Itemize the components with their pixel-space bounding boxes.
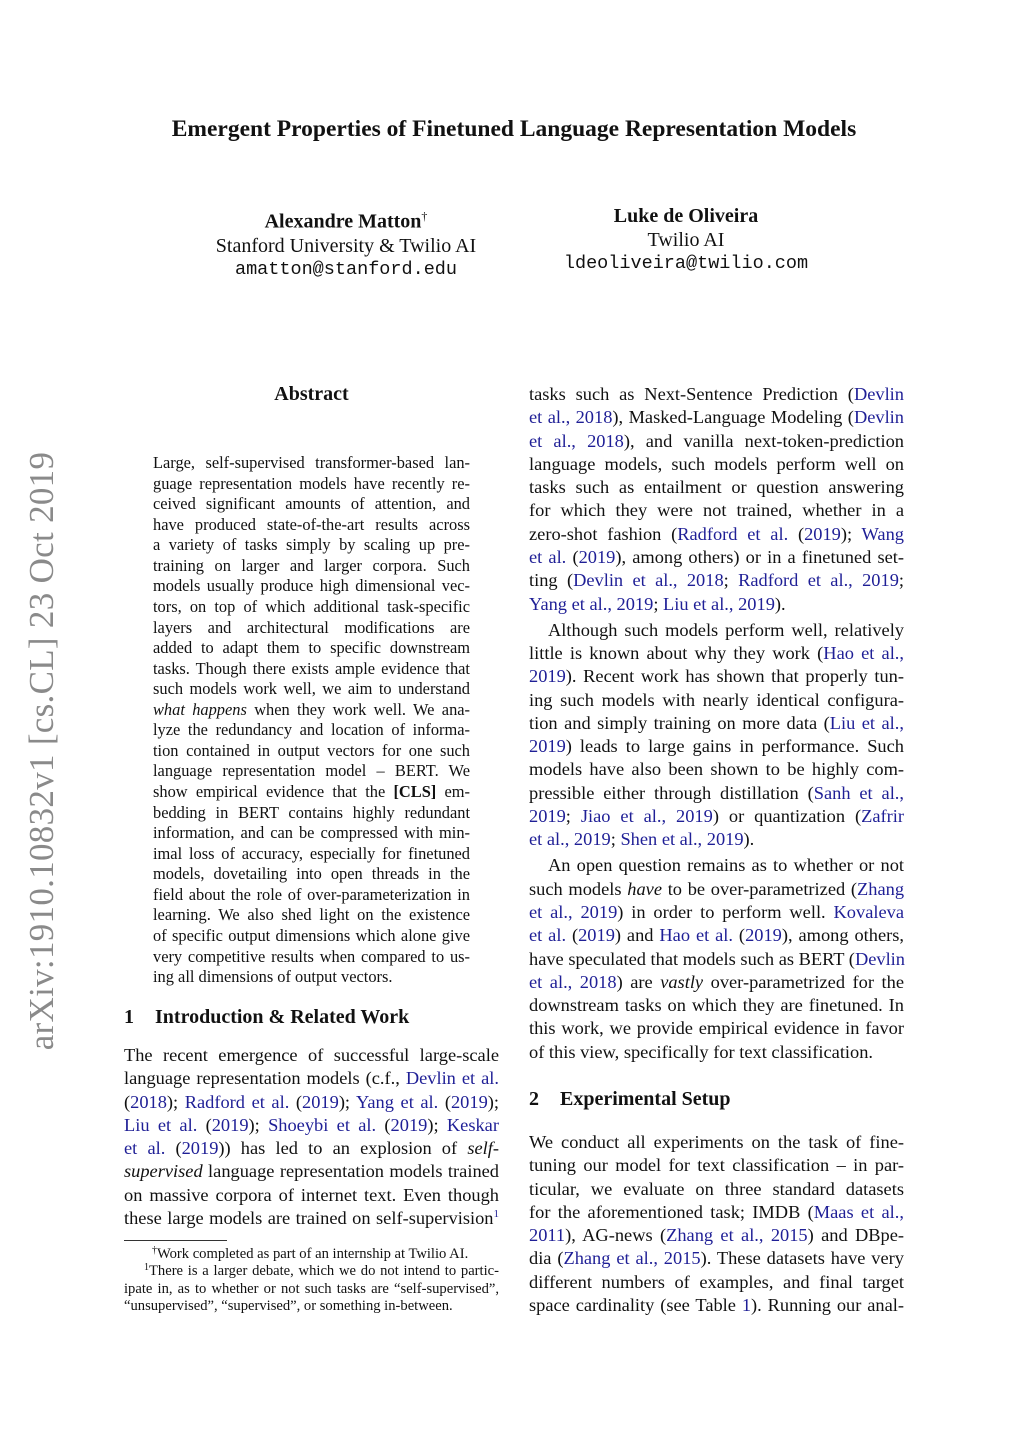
- text-run: (: [788, 523, 805, 544]
- text-line: [153, 515, 470, 536]
- text-line: [153, 494, 470, 515]
- text-run: downstream tasks on which they are finetuned. In: [529, 995, 904, 1016]
- text-run: The recent emergence of successful large-scale: [124, 1045, 499, 1065]
- citation-link[interactable]: Wang: [861, 523, 904, 544]
- intro-left-column: [124, 1044, 499, 1233]
- text-run: added to adapt them to specific downstream: [153, 638, 470, 658]
- text-line: [529, 1017, 904, 1040]
- text-run: language representation models (c.f.,: [124, 1068, 406, 1089]
- text-line: [153, 556, 470, 577]
- text-run: models have also been shown to be highly com-: [529, 759, 904, 780]
- abstract-body: [153, 453, 470, 990]
- citation-link[interactable]: Shoeybi et al.: [268, 1114, 377, 1135]
- text-run: have produced state-of-the-art results across: [153, 514, 470, 534]
- section-2-heading: [529, 1088, 731, 1111]
- text-line: [529, 476, 904, 499]
- footnotes: [124, 1246, 499, 1316]
- text-line: [153, 618, 470, 639]
- author-name-text: Alexandre Matton: [264, 210, 422, 233]
- text-line: [529, 805, 904, 828]
- text-line: [153, 844, 470, 865]
- citation-link[interactable]: Devlin: [853, 384, 904, 404]
- text-line: [529, 383, 904, 406]
- citation-link[interactable]: Devlin et al., 2018: [573, 570, 724, 591]
- citation-link[interactable]: Yang et al., 2019: [529, 593, 654, 614]
- paragraph: [529, 383, 904, 616]
- text-run: information, and can be compressed with min-: [153, 823, 470, 843]
- text-run: )) has led to an explosion of: [218, 1138, 468, 1159]
- text-line: [529, 828, 904, 851]
- text-line: [153, 638, 470, 659]
- citation-link[interactable]: Kovaleva: [833, 901, 904, 922]
- text-run: ), among others) or in a finetuned set-: [615, 547, 904, 568]
- citation-link[interactable]: 2019: [529, 736, 566, 757]
- author-affiliation: Stanford University & Twilio AI: [215, 234, 477, 257]
- text-line: [153, 782, 470, 803]
- citation-link[interactable]: 1: [741, 1295, 752, 1316]
- footnote-mark: 1: [144, 1262, 149, 1274]
- text-run: training on larger and larger corpora. Such: [153, 555, 470, 575]
- paragraph: [529, 1131, 904, 1317]
- citation-link[interactable]: et al.: [124, 1138, 166, 1159]
- text-run: a variety of tasks simply by scaling up pre-: [153, 535, 470, 555]
- section-title: Introduction & Related Work: [155, 1006, 410, 1028]
- text-line: [124, 1091, 499, 1114]
- author-name: [176, 204, 516, 234]
- text-line: [153, 720, 470, 741]
- text-run: bedding in BERT contains highly redundant: [153, 802, 470, 822]
- text-run: An open question remains as to whether or not: [548, 855, 904, 876]
- citation-link[interactable]: et al., 2019: [529, 901, 618, 922]
- text-run: ). Recent work has shown that properly tun-: [565, 666, 904, 687]
- text-line: [153, 761, 470, 782]
- text-run: different numbers of examples, and final target: [529, 1271, 904, 1292]
- text-run: tasks such as Next-Sentence Prediction (: [529, 384, 854, 404]
- author-footnote-mark: †: [421, 209, 428, 223]
- text-line: [529, 1131, 904, 1154]
- italic-text: self-: [467, 1138, 499, 1159]
- text-line: [124, 1160, 499, 1183]
- intro-right-column: [529, 383, 904, 1067]
- text-line: [529, 1294, 904, 1317]
- citation-link[interactable]: Radford et al.: [677, 523, 789, 544]
- citation-link[interactable]: et al., 2018: [529, 971, 617, 992]
- citation-link[interactable]: Devlin: [853, 407, 904, 428]
- footnote-text: There is a larger debate, which we do not intend to partic-: [149, 1263, 499, 1280]
- text-run: ;: [653, 593, 664, 614]
- text-run: tasks. Though there exists ample evidence that: [153, 658, 470, 678]
- text-line: [529, 406, 904, 429]
- citation-link[interactable]: 2011: [529, 1225, 566, 1246]
- text-line: [153, 823, 470, 844]
- text-run: ). Running our anal-: [751, 1295, 904, 1316]
- text-run: language representation models trained: [202, 1161, 499, 1182]
- footnote-mark: †: [152, 1245, 157, 1256]
- citation-link[interactable]: Liu et al.: [124, 1114, 198, 1135]
- text-line: [153, 967, 470, 988]
- text-run: (: [197, 1114, 212, 1135]
- text-run: (: [289, 1091, 303, 1112]
- text-run: ;: [565, 806, 581, 827]
- text-line: [529, 854, 904, 877]
- text-line: [529, 593, 904, 616]
- text-line: [529, 971, 904, 994]
- citation-link[interactable]: Shen et al., 2019: [620, 829, 744, 850]
- text-run: such models work well, we aim to understand: [153, 679, 470, 699]
- bold-text: [CLS]: [393, 782, 437, 801]
- citation-link[interactable]: Sanh et al.,: [813, 782, 904, 803]
- citation-link[interactable]: 2019: [804, 523, 841, 544]
- text-line: [529, 499, 904, 522]
- citation-link[interactable]: et al.: [529, 547, 567, 568]
- text-run: guage representation models have recently re-: [153, 473, 470, 493]
- text-run: em-: [436, 782, 470, 801]
- footnote-ref-link[interactable]: 1: [493, 1208, 499, 1221]
- text-run: zero-shot fashion (: [529, 523, 678, 544]
- text-line: [153, 741, 470, 762]
- text-line: [529, 1154, 904, 1177]
- text-run: lyze the redundancy and location of informa-: [153, 720, 470, 740]
- text-run: tasks such as entailment or question answering: [529, 477, 904, 498]
- citation-link[interactable]: 2018: [130, 1091, 167, 1112]
- text-run: language representation model – BERT. We: [153, 761, 470, 781]
- citation-link[interactable]: 2019: [450, 1091, 488, 1112]
- citation-link[interactable]: Radford et al., 2019: [738, 570, 899, 591]
- text-line: [529, 523, 904, 546]
- text-line: [153, 926, 470, 947]
- citation-link[interactable]: 2019: [529, 666, 566, 687]
- text-run: ;: [898, 570, 905, 591]
- text-run: tors, on top of which additional task-specific: [153, 596, 470, 616]
- text-run: We conduct all experiments on the task of fine-: [529, 1132, 904, 1152]
- text-line: [124, 1114, 499, 1137]
- text-run: );: [427, 1114, 447, 1135]
- text-line: [529, 878, 904, 901]
- text-line: [529, 1178, 904, 1201]
- author-email[interactable]: ldeoliveira@twilio.com: [563, 253, 809, 274]
- citation-link[interactable]: 2019: [529, 806, 566, 827]
- text-run: ;: [610, 829, 621, 850]
- text-line: [124, 1184, 499, 1207]
- text-run: layers and architectural modifications are: [153, 617, 470, 637]
- citation-link[interactable]: 2019: [578, 925, 615, 946]
- author-email[interactable]: amatton@stanford.edu: [234, 258, 458, 280]
- text-line: [153, 885, 470, 906]
- text-run: ;: [723, 570, 739, 591]
- text-run: (: [438, 1091, 451, 1112]
- text-run: of this view, specifically for text classification.: [529, 1041, 874, 1062]
- text-line: [529, 665, 904, 688]
- text-line: [124, 1067, 499, 1090]
- text-run: ), AG-news (: [565, 1225, 667, 1246]
- text-run: learning. We also shed light on the existence: [153, 905, 470, 925]
- citation-link[interactable]: Hao et al.,: [823, 642, 904, 663]
- text-run: have speculated that models such as BERT (: [529, 948, 855, 969]
- text-run: this work, we provide empirical evidence in favor: [529, 1018, 904, 1039]
- text-run: models usually produce high dimensional vec-: [153, 576, 470, 596]
- author-name: Luke de Oliveira: [613, 205, 759, 227]
- text-run: (: [733, 925, 746, 946]
- citation-link[interactable]: 2019: [181, 1138, 219, 1159]
- text-run: space cardinality (see Table: [529, 1295, 742, 1316]
- text-run: );: [840, 523, 862, 544]
- text-line: [124, 1207, 499, 1230]
- text-run: these large models are trained on self-supervision: [124, 1208, 494, 1229]
- citation-link[interactable]: Keskar: [446, 1114, 499, 1135]
- citation-link[interactable]: Liu et al.,: [829, 712, 904, 733]
- citation-link[interactable]: Jiao et al., 2019: [580, 806, 713, 827]
- citation-link[interactable]: Zhang: [857, 878, 905, 899]
- author-affiliation: Twilio AI: [647, 229, 725, 251]
- text-run: imal loss of accuracy, especially for finetuned: [153, 843, 470, 863]
- text-run: ) or quantization (: [712, 806, 862, 827]
- text-line: [529, 735, 904, 758]
- text-run: for which they were not trained, whether in a: [529, 500, 904, 521]
- text-run: ceived significant amounts of attention, and: [153, 494, 470, 514]
- text-line: [529, 758, 904, 781]
- setup-column: [529, 1131, 904, 1320]
- citation-link[interactable]: Liu et al., 2019: [663, 593, 775, 614]
- text-line: [529, 619, 904, 642]
- citation-link[interactable]: 2019: [302, 1091, 339, 1112]
- text-run: ), Masked-Language Modeling (: [612, 407, 854, 428]
- text-run: ) and DBpe-: [807, 1225, 905, 1246]
- text-run: to be over-parametrized (: [661, 878, 858, 899]
- citation-link[interactable]: Zafrir: [861, 806, 904, 827]
- text-run: ing such models with nearly identical configura-: [529, 689, 904, 710]
- text-line: [529, 712, 904, 735]
- text-run: (: [566, 925, 579, 946]
- text-line: [529, 1224, 904, 1247]
- citation-link[interactable]: Zhang et al., 2015: [563, 1248, 701, 1269]
- text-run: ).: [774, 593, 786, 614]
- text-line: [153, 803, 470, 824]
- text-run: tuning our model for text classification – in par-: [529, 1155, 904, 1176]
- citation-link[interactable]: et al., 2018: [529, 430, 624, 451]
- text-run: over-parametrized for the: [703, 971, 904, 992]
- italic-text: what happens: [153, 699, 247, 719]
- text-line: [153, 453, 470, 474]
- text-line: [529, 430, 904, 453]
- text-run: ), among others,: [781, 925, 904, 946]
- text-run: (: [124, 1091, 131, 1112]
- citation-link[interactable]: Hao et al.: [659, 925, 734, 946]
- abstract-heading: Abstract: [274, 383, 349, 405]
- section-title: Experimental Setup: [560, 1088, 731, 1110]
- author-block-1: [176, 204, 516, 282]
- arxiv-side-stamp: arXiv:1910.10832v1 [cs.CL] 23 Oct 2019: [22, 451, 61, 1051]
- citation-link[interactable]: 2019: [390, 1114, 428, 1135]
- text-run: ), and vanilla next-token-prediction: [623, 430, 904, 451]
- text-run: ) are: [616, 971, 661, 992]
- text-run: very competitive results when compared to us-: [153, 946, 470, 966]
- citation-link[interactable]: 2019: [211, 1114, 249, 1135]
- text-line: [153, 535, 470, 556]
- citation-link[interactable]: 2019: [745, 925, 782, 946]
- citation-link[interactable]: Maas et al.,: [813, 1201, 904, 1222]
- text-run: little is known about why they work (: [529, 642, 824, 663]
- text-line: [529, 569, 904, 592]
- paragraph: [124, 1044, 499, 1230]
- text-line: [153, 905, 470, 926]
- footnote-text: ipate in, as to whether or not such tasks are “self-supervised”,: [124, 1280, 499, 1297]
- text-run: ). These datasets have very: [700, 1248, 904, 1269]
- footnote-rule: [124, 1240, 227, 1241]
- footnote-1: [124, 1246, 499, 1263]
- citation-link[interactable]: Zhang et al., 2015: [666, 1225, 808, 1246]
- text-run: such models: [529, 878, 628, 899]
- section-1-heading: [124, 1006, 409, 1029]
- text-line: [153, 659, 470, 680]
- author-block-2: [516, 204, 856, 276]
- text-run: show empirical evidence that the: [153, 782, 394, 801]
- text-run: Large, self-supervised transformer-based lan-: [153, 453, 470, 472]
- text-line: [124, 1137, 499, 1160]
- citation-link[interactable]: et al., 2018: [529, 407, 613, 428]
- text-run: ) and: [614, 925, 660, 946]
- text-line: [529, 453, 904, 476]
- text-line: [153, 597, 470, 618]
- text-line: [529, 901, 904, 924]
- text-run: ticular, we evaluate on three standard datasets: [529, 1178, 904, 1199]
- text-line: [529, 782, 904, 805]
- paragraph: [529, 854, 904, 1064]
- citation-link[interactable]: 2019: [578, 547, 616, 568]
- text-run: models, dovetailing into open threads in the: [153, 864, 470, 884]
- text-run: tion contained in output vectors for one such: [153, 740, 470, 760]
- footnote-2: [124, 1263, 499, 1280]
- text-run: );: [248, 1114, 269, 1135]
- text-line: [153, 576, 470, 597]
- text-line: [153, 474, 470, 495]
- text-line: [529, 1271, 904, 1294]
- text-run: Although such models perform well, relatively: [548, 619, 904, 640]
- paper-title: Emergent Properties of Finetuned Language Representation Models: [171, 116, 857, 142]
- text-line: [124, 1044, 499, 1067]
- citation-link[interactable]: Devlin: [854, 948, 905, 969]
- text-line: [529, 948, 904, 971]
- text-line: [529, 1201, 904, 1224]
- text-run: of specific output dimensions which alone give: [153, 925, 470, 945]
- text-run: );: [338, 1091, 356, 1112]
- text-run: field about the role of over-parameterization in: [153, 884, 470, 904]
- text-run: when they work well. We ana-: [246, 699, 470, 719]
- paragraph: [529, 619, 904, 852]
- text-run: ) in order to perform well.: [617, 901, 834, 922]
- text-run: pressible either through distillation (: [529, 782, 814, 803]
- section-number: 2: [529, 1088, 539, 1110]
- text-line: [529, 546, 904, 569]
- text-line: [153, 864, 470, 885]
- italic-text: supervised: [124, 1161, 203, 1182]
- text-run: language models, such models perform well on: [529, 453, 904, 474]
- text-run: ) leads to large gains in performance. Such: [565, 736, 904, 757]
- text-line: [529, 642, 904, 665]
- footnote-text: Work completed as part of an internship at Twilio AI.: [157, 1246, 469, 1262]
- citation-link[interactable]: et al., 2019: [529, 829, 611, 850]
- footnote-text: “unsupervised”, “supervised”, or something in-between.: [124, 1298, 453, 1315]
- text-run: ).: [743, 829, 755, 850]
- text-line: [529, 689, 904, 712]
- italic-text: vastly: [660, 971, 704, 992]
- text-run: dia (: [529, 1248, 564, 1269]
- text-run: tion and simply training on more data (: [529, 712, 830, 733]
- text-line: [153, 947, 470, 968]
- text-run: );: [166, 1091, 185, 1112]
- text-line: [153, 679, 470, 700]
- text-run: ting (: [529, 570, 574, 591]
- text-run: for the aforementioned task; IMDB (: [529, 1201, 814, 1222]
- italic-text: have: [627, 878, 662, 899]
- citation-link[interactable]: et al.: [529, 925, 567, 946]
- text-run: );: [487, 1091, 499, 1112]
- citation-link[interactable]: Radford et al.: [184, 1091, 290, 1112]
- text-run: (: [376, 1114, 391, 1135]
- text-line: [529, 1041, 904, 1064]
- text-line: [529, 924, 904, 947]
- text-line: [153, 700, 470, 721]
- text-run: (: [566, 547, 579, 568]
- citation-link[interactable]: Yang et al.: [355, 1091, 439, 1112]
- text-run: (: [165, 1138, 182, 1159]
- text-run: on massive corpora of internet text. Even though: [124, 1184, 499, 1205]
- paragraph: [153, 453, 470, 988]
- text-run: ing all dimensions of output vectors.: [153, 967, 393, 987]
- citation-link[interactable]: Devlin et al.: [405, 1068, 499, 1089]
- text-line: [529, 994, 904, 1017]
- text-line: [529, 1247, 904, 1270]
- section-number: 1: [124, 1006, 134, 1028]
